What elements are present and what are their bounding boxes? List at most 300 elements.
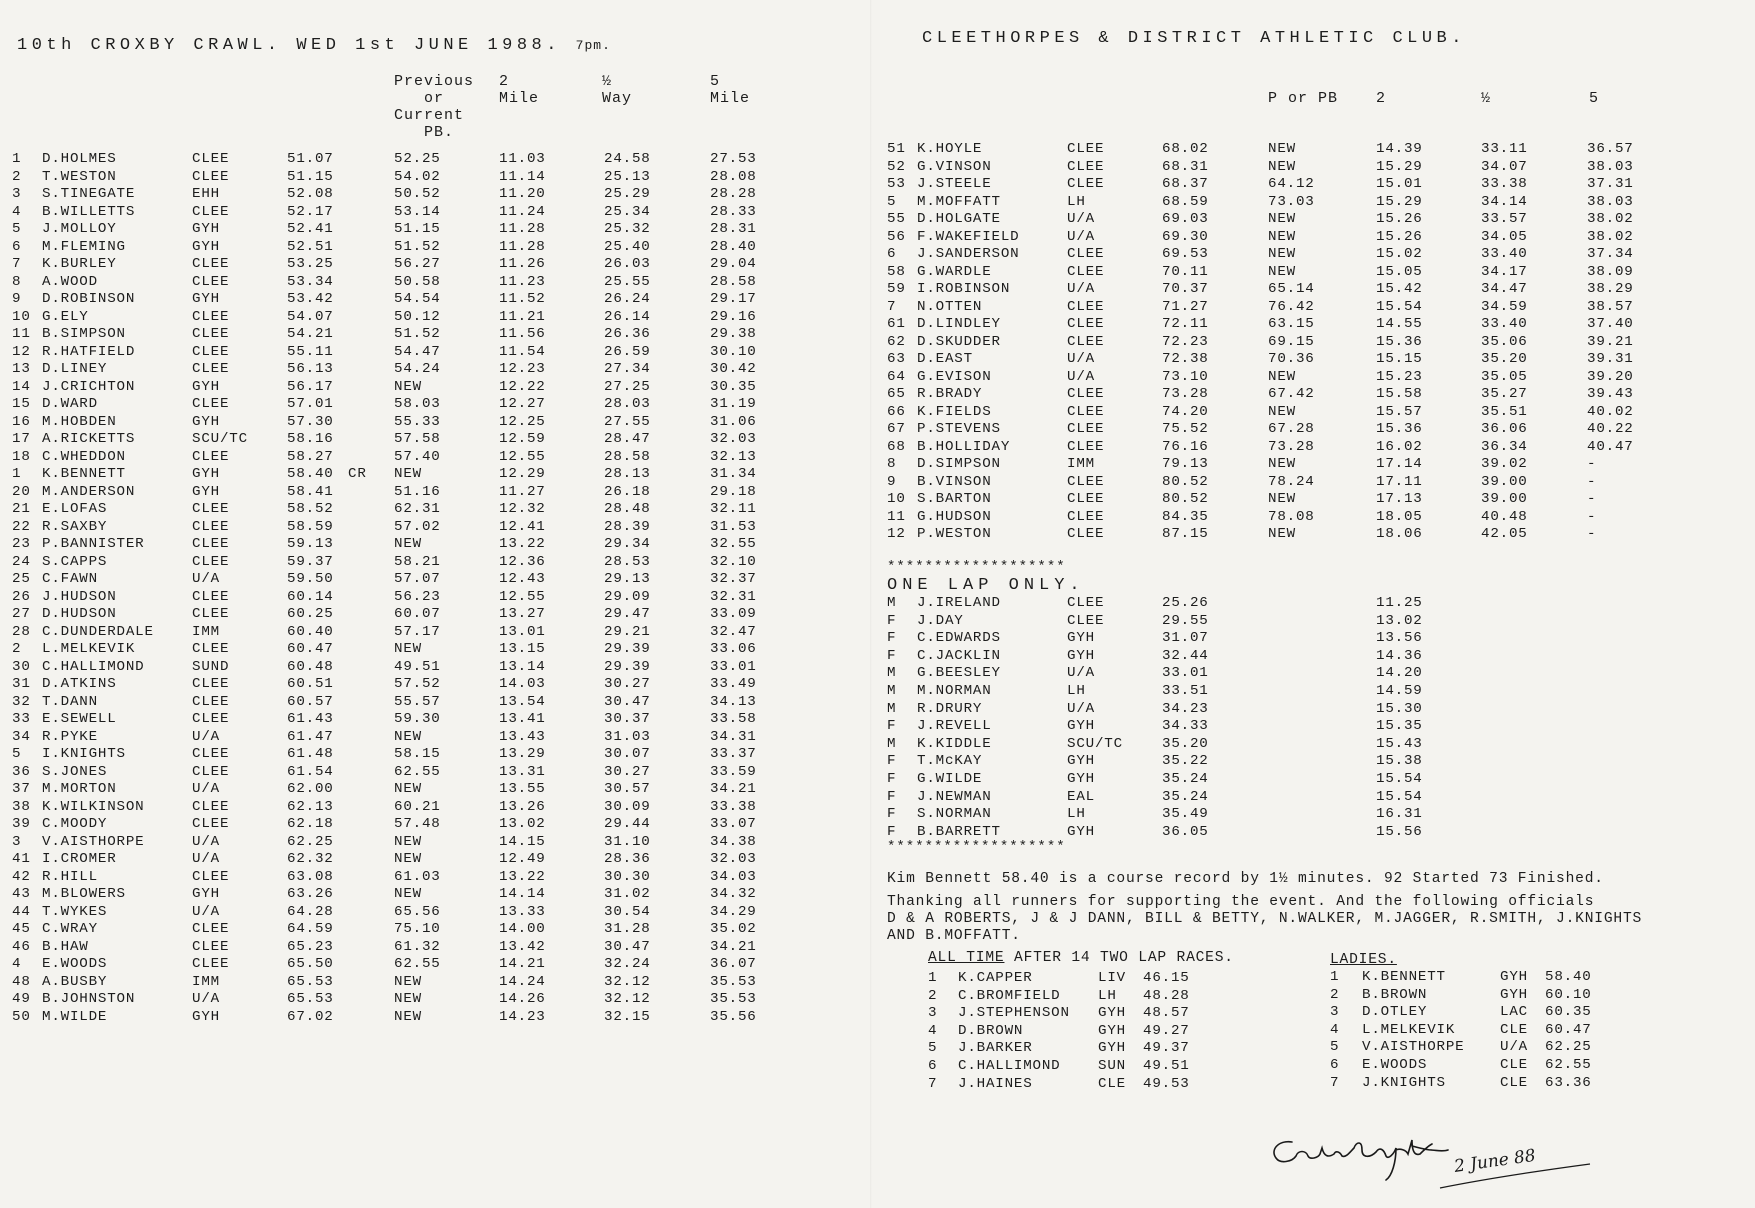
right-result-club: CLEE: [1067, 386, 1105, 402]
left-result-five-mile: 29.18: [710, 483, 757, 500]
left-result-two-mile: 12.32: [499, 501, 546, 517]
left-result-five-mile: 34.29: [710, 903, 757, 920]
all-time-club: LH: [1098, 987, 1117, 1004]
left-result-half-way: 27.34: [604, 361, 651, 377]
left-result-time: 59.37: [287, 553, 334, 570]
left-result-club: CLEE: [192, 693, 230, 710]
left-result-previous-pb: 59.30: [394, 711, 441, 727]
left-result-club: CLEE: [192, 361, 230, 377]
left-result-time: 60.47: [287, 641, 334, 657]
one-lap-time: 35.24: [1162, 770, 1209, 787]
left-result-five-mile: 32.31: [710, 588, 757, 605]
left-result-time: 58.16: [287, 431, 334, 447]
left-result-time: 60.14: [287, 588, 334, 605]
left-result-five-mile: 33.07: [710, 816, 757, 832]
one-lap-time: 34.33: [1162, 718, 1209, 735]
one-lap-row: [887, 701, 1487, 719]
left-result-row: [12, 764, 782, 782]
left-result-row: [12, 816, 782, 834]
right-result-position: 58: [887, 263, 906, 280]
left-result-row: [12, 554, 782, 572]
left-result-runner: C.FAWN: [42, 571, 98, 587]
right-result-row: [887, 509, 1747, 527]
right-result-two-mile: 15.42: [1376, 281, 1423, 297]
right-result-p-or-pb: NEW: [1268, 228, 1296, 245]
left-result-five-mile: 28.31: [710, 221, 757, 237]
stars-divider-bottom: *******************: [887, 839, 1066, 856]
left-result-position: 21: [12, 501, 31, 517]
left-result-club: CLEE: [192, 536, 230, 552]
left-result-two-mile: 14.24: [499, 973, 546, 990]
left-result-two-mile: 12.23: [499, 361, 546, 377]
right-result-five-mile: 37.40: [1587, 316, 1634, 332]
left-result-time: 54.07: [287, 308, 334, 325]
left-result-five-mile: 33.01: [710, 658, 757, 675]
left-result-row: [12, 186, 782, 204]
one-lap-club: U/A: [1067, 700, 1095, 717]
left-result-runner: K.BENNETT: [42, 466, 126, 482]
ladies-runner: V.AISTHORPE: [1362, 1039, 1465, 1056]
left-result-five-mile: 31.06: [710, 413, 757, 430]
left-result-previous-pb: 61.03: [394, 868, 441, 885]
one-lap-sex: M: [887, 682, 897, 699]
right-result-position: 65: [887, 386, 906, 402]
left-result-row: [12, 431, 782, 449]
left-result-half-way: 31.03: [604, 728, 651, 745]
left-result-two-mile: 13.26: [499, 798, 546, 815]
left-result-runner: D.HUDSON: [42, 606, 117, 622]
left-result-row: [12, 921, 782, 939]
right-result-position: 68: [887, 438, 906, 455]
left-result-runner: M.WILDE: [42, 1008, 108, 1025]
left-result-half-way: 30.37: [604, 711, 651, 727]
right-result-time: 69.30: [1162, 228, 1209, 245]
left-result-previous-pb: NEW: [394, 641, 422, 657]
left-result-row: [12, 659, 782, 677]
one-lap-split: 14.36: [1376, 647, 1423, 664]
left-result-five-mile: 30.10: [710, 343, 757, 360]
right-result-time: 87.15: [1162, 526, 1209, 542]
right-result-half-way: 39.00: [1481, 473, 1528, 490]
ladies-position: 4: [1330, 1021, 1340, 1038]
left-result-previous-pb: NEW: [394, 536, 422, 552]
all-time-row: [928, 1058, 1258, 1076]
left-result-club: GYH: [192, 221, 220, 237]
right-result-time: 75.52: [1162, 421, 1209, 437]
left-result-runner: C.WRAY: [42, 921, 98, 937]
left-result-row: [12, 501, 782, 519]
all-time-club: GYH: [1098, 1022, 1126, 1039]
left-result-runner: R.HATFIELD: [42, 343, 136, 360]
ladies-runner: J.KNIGHTS: [1362, 1074, 1446, 1091]
left-result-previous-pb: 54.24: [394, 361, 441, 377]
left-result-two-mile: 14.23: [499, 1008, 546, 1025]
left-result-previous-pb: NEW: [394, 1008, 422, 1025]
right-result-two-mile: 15.23: [1376, 368, 1423, 385]
one-lap-split: 15.38: [1376, 753, 1423, 770]
all-time-row: [928, 1023, 1258, 1041]
left-result-five-mile: 32.11: [710, 501, 757, 517]
one-lap-sex: F: [887, 770, 897, 787]
right-result-row: [887, 439, 1747, 457]
one-lap-time: 35.49: [1162, 806, 1209, 823]
left-result-row: [12, 606, 782, 624]
all-time-club: GYH: [1098, 1005, 1126, 1022]
left-result-half-way: 28.47: [604, 431, 651, 447]
right-result-p-or-pb: NEW: [1268, 526, 1296, 542]
p-or-pb-header: P or PB: [1268, 90, 1339, 107]
right-result-row: [887, 264, 1747, 282]
race-time: 7pm.: [575, 38, 611, 53]
left-result-club: EHH: [192, 186, 220, 202]
right-result-half-way: 35.51: [1481, 403, 1528, 420]
right-result-row: [887, 229, 1747, 247]
right-result-half-way: 33.57: [1481, 211, 1528, 227]
left-result-time: 55.11: [287, 343, 334, 360]
left-result-position: 3: [12, 833, 22, 850]
right-result-row: [887, 299, 1747, 317]
left-result-club: CLEE: [192, 588, 230, 605]
ladies-row: [1330, 1022, 1630, 1040]
all-time-runner: C.BROMFIELD: [958, 987, 1061, 1004]
left-result-five-mile: 32.10: [710, 553, 757, 570]
left-result-club: CLEE: [192, 641, 230, 657]
left-result-half-way: 31.10: [604, 833, 651, 850]
left-result-runner: K.BURLEY: [42, 256, 117, 272]
left-result-runner: S.CAPPS: [42, 553, 108, 570]
left-result-position: 39: [12, 816, 31, 832]
left-result-runner: D.WARD: [42, 396, 98, 412]
all-time-runner: K.CAPPER: [958, 970, 1033, 986]
left-result-position: 30: [12, 658, 31, 675]
left-result-five-mile: 34.13: [710, 693, 757, 710]
left-result-previous-pb: 51.52: [394, 238, 441, 255]
right-result-position: 56: [887, 228, 906, 245]
right-result-runner: D.SKUDDER: [917, 333, 1001, 350]
left-result-club: U/A: [192, 903, 220, 920]
right-result-runner: B.HOLLIDAY: [917, 438, 1011, 455]
ladies-time: 62.55: [1545, 1056, 1592, 1073]
left-result-runner: M.HOBDEN: [42, 413, 117, 430]
left-result-five-mile: 28.08: [710, 168, 757, 185]
right-result-five-mile: 37.34: [1587, 246, 1634, 262]
thanks-line-1: Thanking all runners for supporting the event. And the following officials: [887, 894, 1595, 910]
left-result-time: 52.51: [287, 238, 334, 255]
right-result-time: 72.38: [1162, 351, 1209, 367]
left-result-position: 44: [12, 903, 31, 920]
left-result-row: [12, 974, 782, 992]
left-result-position: 12: [12, 343, 31, 360]
right-result-club: CLEE: [1067, 421, 1105, 437]
left-result-time: 62.32: [287, 851, 334, 867]
right-result-runner: J.STEELE: [917, 176, 992, 192]
left-result-five-mile: 30.42: [710, 361, 757, 377]
left-result-row: [12, 904, 782, 922]
right-result-half-way: 34.14: [1481, 193, 1528, 210]
one-lap-split: 11.25: [1376, 595, 1423, 611]
left-result-half-way: 32.12: [604, 991, 651, 1007]
right-result-half-way: 33.40: [1481, 246, 1528, 262]
left-result-row: [12, 536, 782, 554]
right-result-p-or-pb: 73.28: [1268, 438, 1315, 455]
right-result-half-way: 34.17: [1481, 263, 1528, 280]
one-lap-split: 15.54: [1376, 788, 1423, 805]
right-result-club: U/A: [1067, 228, 1095, 245]
left-result-two-mile: 11.23: [499, 273, 546, 290]
left-result-position: 32: [12, 693, 31, 710]
one-lap-sex: F: [887, 823, 897, 840]
right-result-two-mile: 15.26: [1376, 211, 1423, 227]
left-result-club: U/A: [192, 833, 220, 850]
right-result-time: 72.23: [1162, 333, 1209, 350]
left-result-half-way: 25.40: [604, 238, 651, 255]
left-result-club: GYH: [192, 466, 220, 482]
left-result-position: 37: [12, 781, 31, 797]
left-result-half-way: 28.13: [604, 466, 651, 482]
one-lap-split: 13.56: [1376, 630, 1423, 647]
ladies-position: 3: [1330, 1004, 1340, 1021]
all-time-position: 7: [928, 1075, 938, 1092]
ladies-time: 62.25: [1545, 1039, 1592, 1056]
right-result-runner: D.HOLGATE: [917, 211, 1001, 227]
left-result-half-way: 30.27: [604, 676, 651, 692]
right-result-time: 70.11: [1162, 263, 1209, 280]
left-result-club: CLEE: [192, 798, 230, 815]
left-result-club: CLEE: [192, 763, 230, 780]
right-result-row: [887, 386, 1747, 404]
right-result-p-or-pb: 65.14: [1268, 281, 1315, 297]
left-result-row: [12, 256, 782, 274]
right-result-two-mile: 15.36: [1376, 333, 1423, 350]
left-result-previous-pb: 57.40: [394, 448, 441, 465]
right-result-row: [887, 176, 1747, 194]
left-result-five-mile: 32.03: [710, 431, 757, 447]
right-result-row: [887, 246, 1747, 264]
left-result-half-way: 26.24: [604, 291, 651, 307]
one-lap-row: [887, 736, 1487, 754]
right-result-p-or-pb: 73.03: [1268, 193, 1315, 210]
left-result-position: 4: [12, 203, 22, 220]
ladies-time: 60.47: [1545, 1021, 1592, 1038]
left-result-previous-pb: 65.56: [394, 903, 441, 920]
left-result-five-mile: 33.06: [710, 641, 757, 657]
right-result-club: CLEE: [1067, 473, 1105, 490]
left-result-row: [12, 169, 782, 187]
left-result-two-mile: 13.31: [499, 763, 546, 780]
left-result-club: GYH: [192, 1008, 220, 1025]
left-result-two-mile: 11.03: [499, 151, 546, 167]
left-result-half-way: 26.59: [604, 343, 651, 360]
left-result-runner: G.ELY: [42, 308, 89, 325]
right-result-time: 71.27: [1162, 298, 1209, 315]
left-result-five-mile: 34.03: [710, 868, 757, 885]
all-time-position: 2: [928, 987, 938, 1004]
results-table-right: [887, 141, 1747, 544]
left-result-half-way: 29.44: [604, 816, 651, 832]
left-result-position: 1: [12, 151, 22, 167]
right-result-half-way: 35.06: [1481, 333, 1528, 350]
left-result-position: 43: [12, 886, 31, 902]
left-result-club: GYH: [192, 291, 220, 307]
one-lap-row: [887, 595, 1487, 613]
ladies-runner: L.MELKEVIK: [1362, 1021, 1456, 1038]
left-result-five-mile: 31.19: [710, 396, 757, 412]
left-result-position: 28: [12, 623, 31, 640]
left-result-runner: R.SAXBY: [42, 518, 108, 535]
left-result-half-way: 25.13: [604, 168, 651, 185]
left-result-two-mile: 13.29: [499, 746, 546, 762]
left-result-time: 65.53: [287, 973, 334, 990]
left-result-position: 9: [12, 291, 22, 307]
left-result-club: U/A: [192, 851, 220, 867]
left-result-position: 4: [12, 956, 22, 972]
left-result-two-mile: 11.20: [499, 186, 546, 202]
left-result-previous-pb: 61.32: [394, 938, 441, 955]
left-result-row: [12, 834, 782, 852]
right-result-club: CLEE: [1067, 438, 1105, 455]
left-result-time: 52.17: [287, 203, 334, 220]
right-result-position: 66: [887, 403, 906, 420]
one-lap-sex: F: [887, 630, 897, 647]
left-result-half-way: 26.14: [604, 308, 651, 325]
left-result-club: GYH: [192, 238, 220, 255]
left-result-two-mile: 14.14: [499, 886, 546, 902]
right-result-row: [887, 141, 1747, 159]
left-result-runner: E.LOFAS: [42, 501, 108, 517]
right-result-row: [887, 351, 1747, 369]
right-result-position: 12: [887, 526, 906, 542]
one-lap-time: 33.01: [1162, 665, 1209, 682]
right-result-two-mile: 15.26: [1376, 228, 1423, 245]
one-lap-time: 35.20: [1162, 735, 1209, 752]
ladies-club: GYH: [1500, 969, 1528, 985]
one-lap-rows: [887, 595, 1487, 841]
left-result-two-mile: 13.27: [499, 606, 546, 622]
right-result-p-or-pb: 78.24: [1268, 473, 1315, 490]
left-result-two-mile: 13.54: [499, 693, 546, 710]
left-result-time: 62.18: [287, 816, 334, 832]
right-result-five-mile: 40.47: [1587, 438, 1634, 455]
left-result-club: CLEE: [192, 273, 230, 290]
left-result-previous-pb: 57.17: [394, 623, 441, 640]
right-result-row: [887, 474, 1747, 492]
one-lap-runner: K.KIDDLE: [917, 735, 992, 752]
left-result-position: 46: [12, 938, 31, 955]
left-result-runner: C.HALLIMOND: [42, 658, 145, 675]
left-result-row: [12, 151, 782, 169]
all-time-runner: J.HAINES: [958, 1075, 1033, 1092]
left-result-position: 16: [12, 413, 31, 430]
left-result-runner: V.AISTHORPE: [42, 833, 145, 850]
left-result-position: 48: [12, 973, 31, 990]
left-result-position: 38: [12, 798, 31, 815]
left-result-time: 58.27: [287, 448, 334, 465]
left-result-half-way: 29.34: [604, 536, 651, 552]
previous-pb-header: Previous or Current PB.: [394, 73, 475, 141]
course-record-note: Kim Bennett 58.40 is a course record by 1½ minutes. 92 Started 73 Finished.: [887, 871, 1604, 887]
right-result-club: LH: [1067, 193, 1086, 210]
left-result-club: CLEE: [192, 448, 230, 465]
right-result-time: 68.31: [1162, 158, 1209, 175]
ladies-row: [1330, 987, 1630, 1005]
ladies-time: 60.10: [1545, 986, 1592, 1003]
right-result-p-or-pb: 64.12: [1268, 176, 1315, 192]
one-lap-split: 15.54: [1376, 770, 1423, 787]
right-result-runner: K.HOYLE: [917, 141, 983, 157]
left-result-row: [12, 1009, 782, 1027]
right-result-five-mile: 38.29: [1587, 281, 1634, 297]
left-result-club: GYH: [192, 378, 220, 395]
left-result-five-mile: 28.40: [710, 238, 757, 255]
all-time-time: 49.53: [1143, 1075, 1190, 1092]
left-result-five-mile: 34.31: [710, 728, 757, 745]
left-result-half-way: 28.03: [604, 396, 651, 412]
left-result-previous-pb: 62.31: [394, 501, 441, 517]
right-result-half-way: 39.00: [1481, 491, 1528, 507]
right-result-club: U/A: [1067, 368, 1095, 385]
left-result-runner: J.CRICHTON: [42, 378, 136, 395]
left-result-club: CLEE: [192, 343, 230, 360]
left-result-two-mile: 12.55: [499, 588, 546, 605]
left-result-runner: A.RICKETTS: [42, 431, 136, 447]
left-result-two-mile: 11.27: [499, 483, 546, 500]
one-lap-time: 33.51: [1162, 682, 1209, 699]
left-result-club: IMM: [192, 973, 220, 990]
right-result-two-mile: 17.14: [1376, 456, 1423, 472]
left-result-previous-pb: 56.27: [394, 256, 441, 272]
right-result-row: [887, 456, 1747, 474]
left-result-half-way: 30.47: [604, 938, 651, 955]
left-result-five-mile: 33.58: [710, 711, 757, 727]
one-lap-row: [887, 648, 1487, 666]
left-result-position: 36: [12, 763, 31, 780]
right-result-time: 68.02: [1162, 141, 1209, 157]
right-result-p-or-pb: NEW: [1268, 456, 1296, 472]
left-result-half-way: 32.12: [604, 973, 651, 990]
left-result-runner: B.WILLETTS: [42, 203, 136, 220]
left-result-half-way: 25.34: [604, 203, 651, 220]
left-result-two-mile: 13.15: [499, 641, 546, 657]
left-result-previous-pb: NEW: [394, 973, 422, 990]
right-result-position: 53: [887, 176, 906, 192]
left-result-time: 56.13: [287, 361, 334, 377]
all-time-row: [928, 1076, 1258, 1094]
left-result-half-way: 26.36: [604, 326, 651, 342]
left-result-previous-pb: 75.10: [394, 921, 441, 937]
left-result-previous-pb: 62.55: [394, 763, 441, 780]
one-lap-sex: F: [887, 612, 897, 629]
right-result-p-or-pb: NEW: [1268, 368, 1296, 385]
one-lap-row: [887, 771, 1487, 789]
left-result-position: 2: [12, 641, 22, 657]
right-result-five-mile: 40.22: [1587, 421, 1634, 437]
left-result-time: 60.51: [287, 676, 334, 692]
left-result-runner: I.KNIGHTS: [42, 746, 126, 762]
right-result-runner: G.EVISON: [917, 368, 992, 385]
left-result-position: 42: [12, 868, 31, 885]
left-result-two-mile: 11.52: [499, 291, 546, 307]
one-lap-time: 34.23: [1162, 700, 1209, 717]
left-result-runner: C.WHEDDON: [42, 448, 126, 465]
left-result-five-mile: 33.38: [710, 798, 757, 815]
left-result-position: 3: [12, 186, 22, 202]
right-result-runner: I.ROBINSON: [917, 281, 1011, 297]
right-result-runner: D.LINDLEY: [917, 316, 1001, 332]
all-time-club: SUN: [1098, 1057, 1126, 1074]
one-lap-time: 29.55: [1162, 612, 1209, 629]
one-lap-club: U/A: [1067, 665, 1095, 682]
right-result-two-mile: 17.11: [1376, 473, 1423, 490]
